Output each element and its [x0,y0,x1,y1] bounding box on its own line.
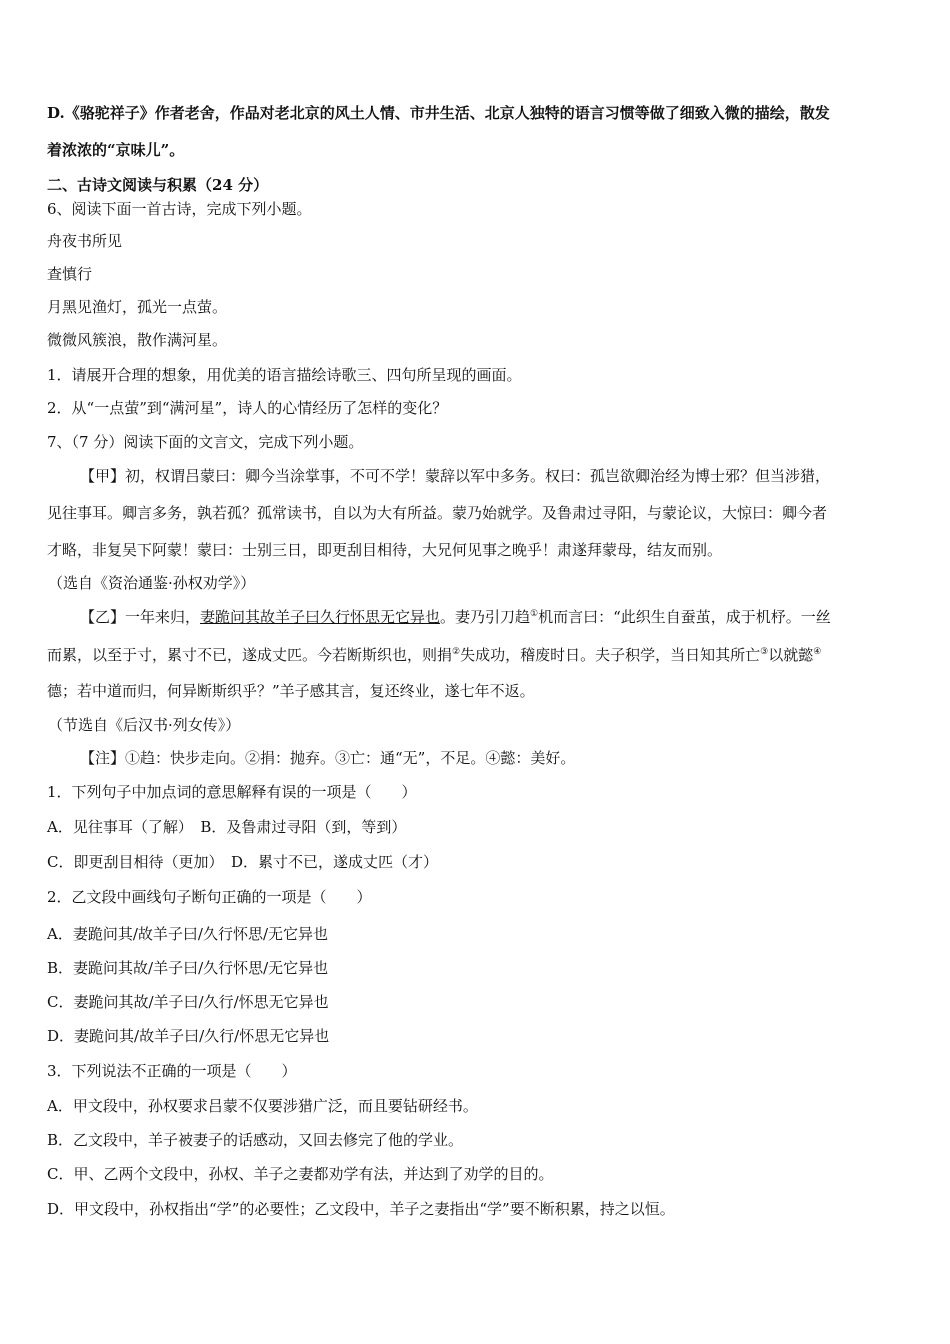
yi-source: （节选自《后汉书·列女传》） [48,716,241,734]
option-d-line2: 着浓浓的“京味儿”。 [47,141,185,159]
question-2-option-a: A．妻跪问其/故羊子曰/久行怀思/无它异也 [47,925,328,943]
q6-sub1: 1．请展开合理的想象，用优美的语言描绘诗歌三、四句所呈现的画面。 [47,366,522,384]
question-3-option-d: D．甲文段中，孙权指出“学”的必要性；乙文段中，羊子之妻指出“学”要不断积累，持之以恒。 [47,1200,675,1218]
question-3-option-b: B．乙文段中，羊子被妻子的话感动，又回去修完了他的学业。 [47,1131,464,1149]
poem-author: 查慎行 [47,265,93,283]
yi-line1-c: 机而言曰：“此织生自蚕茧，成于机杼。一丝 [538,608,831,626]
yi-line1-b: 。妻乃引刀趋 [440,608,531,626]
poem-title: 舟夜书所见 [47,232,123,250]
yi-line-2 [47,646,821,664]
question-1: 1．下列句子中加点词的意思解释有误的一项是（ ） [47,783,417,801]
question-3-option-a: A．甲文段中，孙权要求吕蒙不仅要涉猎广泛，而且要钻研经书。 [47,1097,478,1115]
section-heading: 二、古诗文阅读与积累（24 分） [47,176,269,194]
yi-line-3: 德；若中道而归，何异断斯织乎？”羊子感其言，复还终业，遂七年不返。 [47,682,535,700]
note-marker-2: ② [452,647,461,657]
jia-source: （选自《资治通鉴·孙权劝学》） [48,574,256,592]
option-d-line1 [47,104,830,122]
question-1-options-ab: A．见往事耳（了解） B．及鲁肃过寻阳（到，等到） [47,818,407,836]
poem-line-2: 微微风簇浪，散作满河星。 [47,331,228,349]
question-2-option-b: B．妻跪问其故/羊子曰/久行怀思/无它异也 [47,959,329,977]
yi-line1-a: 【乙】一年来归， [80,608,201,626]
yi-line-1 [80,608,831,626]
poem-line-1: 月黑见渔灯，孤光一点萤。 [47,298,228,316]
q6-intro: 6、阅读下面一首古诗，完成下列小题。 [47,200,312,218]
question-2-option-c: C．妻跪问其故/羊子曰/久行/怀思无它异也 [47,993,329,1011]
question-3-option-c: C．甲、乙两个文段中，孙权、羊子之妻都劝学有法，并达到了劝学的目的。 [47,1165,554,1183]
question-1-options-cd: C．即更刮目相待（更加） D．累寸不已，遂成丈匹（才） [47,853,439,871]
q7-intro: 7、（7 分）阅读下面的文言文，完成下列小题。 [47,433,364,451]
q6-sub2: 2．从“一点萤”到“满河星”，诗人的心情经历了怎样的变化？ [47,399,448,417]
jia-line-1: 【甲】初，权谓吕蒙曰：卿今当涂掌事，不可不学！蒙辞以军中多务。权曰：孤岂欲卿治经为博士邪？但当涉猎， [80,467,831,485]
note-marker-4: ④ [813,647,822,657]
note-marker-3: ③ [760,647,769,657]
jia-line-3: 才略，非复吴下阿蒙！蒙曰：士别三日，即更刮目相待，大兄何见事之晚乎！肃遂拜蒙母，结友而别。 [47,541,723,559]
option-d-label: D. [47,104,65,122]
underlined-sentence: 妻跪问其故羊子曰久行怀思无它异也 [200,608,441,626]
yi-line2-b: 失成功，稽废时日。夫子积学，当日知其所亡 [460,646,761,664]
yi-line2-c: 以就懿 [768,646,814,664]
question-3: 3．下列说法不正确的一项是（ ） [47,1062,297,1080]
jia-line-2: 见往事耳。卿言多务，孰若孤？孤常读书，自以为大有所益。蒙乃始就学。及鲁肃过寻阳，与蒙论议，大惊曰：卿今者 [47,504,828,522]
yi-line2-a: 而累，以至于寸，累寸不已，遂成丈匹。今若断斯织也，则捐 [47,646,453,664]
question-2: 2．乙文段中画线句子断句正确的一项是（ ） [47,888,372,906]
yi-notes: 【注】①趋：快步走向。②捐：抛弃。③亡：通“无”，不足。④懿：美好。 [80,749,576,767]
note-marker-1: ① [530,609,539,619]
question-2-option-d: D．妻跪问其/故羊子曰/久行/怀思无它异也 [47,1027,330,1045]
option-d-text: 《骆驼祥子》作者老舍，作品对老北京的风土人情、市井生活、北京人独特的语言习惯等做了细致入微的描绘，散发 [64,104,830,122]
